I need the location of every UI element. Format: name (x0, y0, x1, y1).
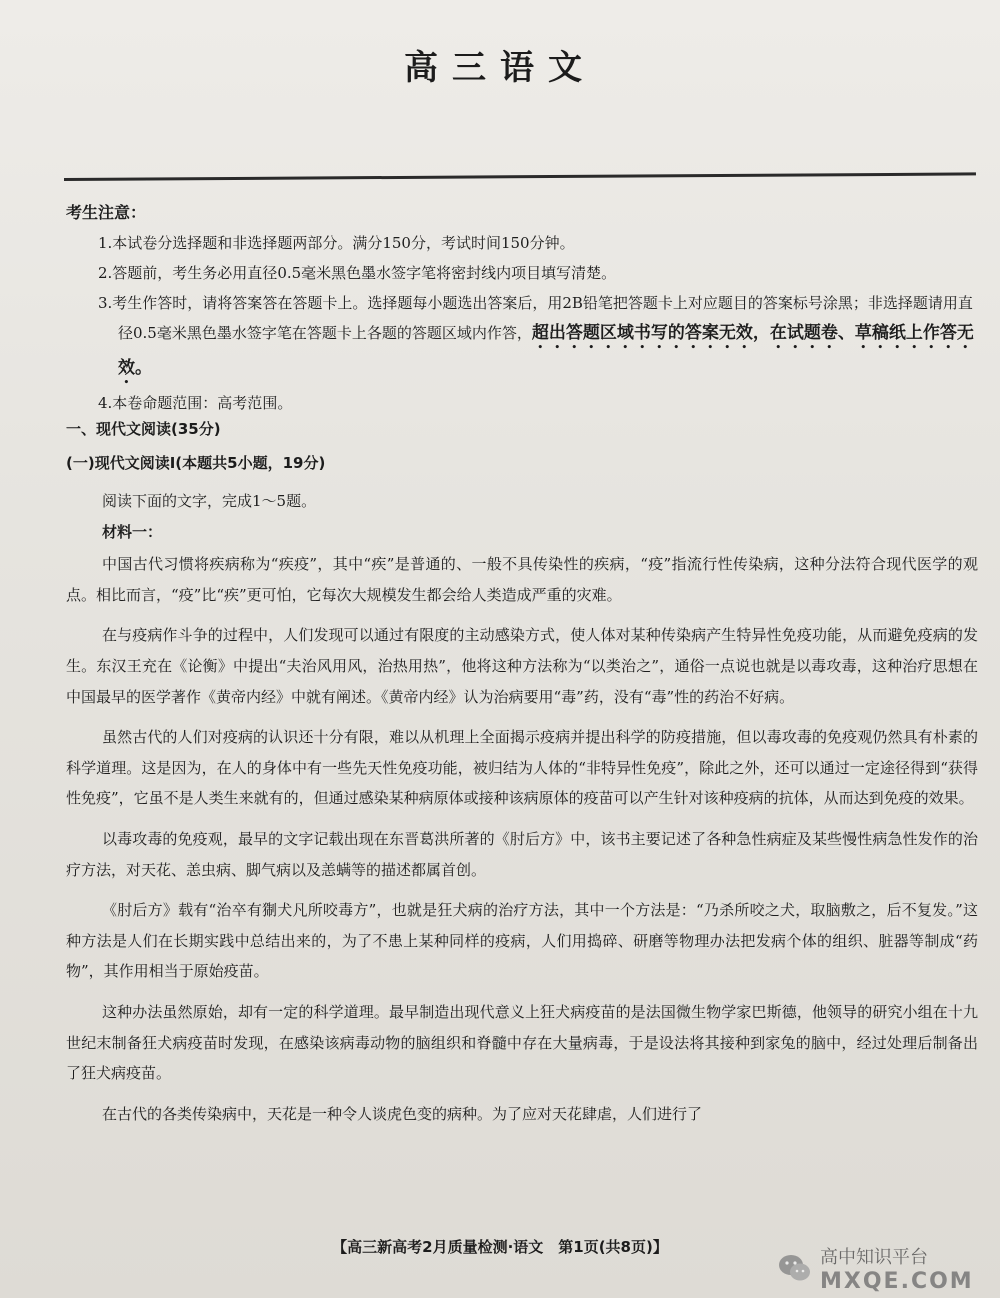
paragraph: 虽然古代的人们对疫病的认识还十分有限，难以从机理上全面揭示疫病并提出科学的防疫措施，但以毒攻毒的免疫观仍然具有朴素的科学道理。这是因为，在人的身体中有一些先天性免疫功能，被归结为人体的“非特异性免疫”，除此之外，还可以通过一定途径得到“获得性免疫”，它虽不是人类生来就有的，但通过感染某种病原体或接种该病原体的疫苗可以产生针对该种疫病的抗体，从而达到免疫的效果。 (66, 728, 978, 808)
notice-item: 2.答题前，考生务必用直径0.5毫米黑色墨水签字笔将密封线内项目填写清楚。 (98, 264, 617, 282)
notice-item (66, 288, 978, 388)
section-heading: 一、现代文阅读(35分) (66, 420, 221, 438)
material-label: 材料一： (102, 522, 163, 541)
notice-item-text: 3.考生作答时，请将答案答在答题卡上。选择题每小题选出答案后，用2B铅笔把答题卡上对应题目的答案标号涂黑；非选择题请用直径0.5毫米黑色墨水签字笔在答题卡上各题的答题区域内作答， (98, 294, 973, 342)
page-footer: 【高三新高考2月质量检测·语文 第1页(共8页)】 (332, 1238, 668, 1256)
notice-item: 4.本卷命题范围：高考范围。 (98, 394, 293, 412)
paragraph: 在古代的各类传染病中，天花是一种令人谈虎色变的病种。为了应对天花肆虐，人们进行了 (102, 1104, 703, 1123)
notice-heading: 考生注意： (66, 203, 147, 222)
page-title: 高三语文 (404, 48, 596, 88)
paragraph: 在与疫病作斗争的过程中，人们发现可以通过有限度的主动感染方式，使人体对某种传染病产生特异性免疫功能，从而避免疫病的发生。东汉王充在《论衡》中提出“夫治风用风，治热用热”，他将这种方法称为“以类治之”，通俗一点说也就是以毒攻毒，这种治疗思想在中国最早的医学著作《黄帝内经》中就有阐述。《黄帝内经》认为治病要用“毒”药，没有“毒”性的药治不好病。 (66, 626, 978, 706)
paragraph: 《肘后方》载有“治卒有猘犬凡所咬毒方”，也就是狂犬病的治疗方法，其中一个方法是：“乃杀所咬之犬，取脑敷之，后不复发。”这种方法是人们在长期实践中总结出来的，为了不患上某种同样的疫病，人们用捣碎、研磨等物理办法把发病个体的组织、脏器等制成“药物”，其作用相当于原始疫苗。 (66, 901, 978, 981)
watermark-text (820, 1243, 974, 1294)
paragraph: 以毒攻毒的免疫观，最早的文字记载出现在东晋葛洪所著的《肘后方》中，该书主要记述了各种急性病症及某些慢性病急性发作的治疗方法，对天花、恙虫病、脚气病以及恙螨等的描述都属首创。 (66, 829, 978, 879)
wechat-icon (778, 1253, 812, 1283)
subsection-heading: (一)现代文阅读Ⅰ(本题共5小题，19分) (66, 454, 326, 472)
instruction-text: 阅读下面的文字，完成1～5题。 (102, 492, 317, 510)
notice-block (66, 198, 978, 418)
watermark-main: 高中知识平台 (820, 1246, 928, 1268)
passage (66, 486, 978, 1139)
notice-item: 1.本试卷分选择题和非选择题两部分。满分150分，考试时间150分钟。 (98, 234, 575, 252)
paragraph: 这种办法虽然原始，却有一定的科学道理。最早制造出现代意义上狂犬病疫苗的是法国微生物学家巴斯德，他领导的研究小组在十九世纪末制备狂犬病疫苗时发现，在感染该病毒动物的脑组织和脊髓中存在大量病毒，于是设法将其接种到家兔的脑中，经过处理后制备出了狂犬病疫苗。 (66, 1002, 978, 1083)
paragraph: 中国古代习惯将疾病称为“疾疫”，其中“疾”是普通的、一般不具传染性的疾病，“疫”指流行性传染病，这种分法符合现代医学的观点。相比而言，“疫”比“疾”更可怕，它每次大规模发生都会给人类造成严重的灾难。 (66, 555, 978, 604)
notice-emphasis: 超出答题区域书写的答案无效，在试题卷、草稿纸上作答无效。 (118, 323, 974, 378)
header-divider (64, 172, 976, 181)
watermark-sub: MXQE.COM (820, 1268, 974, 1294)
watermark (778, 1240, 988, 1296)
